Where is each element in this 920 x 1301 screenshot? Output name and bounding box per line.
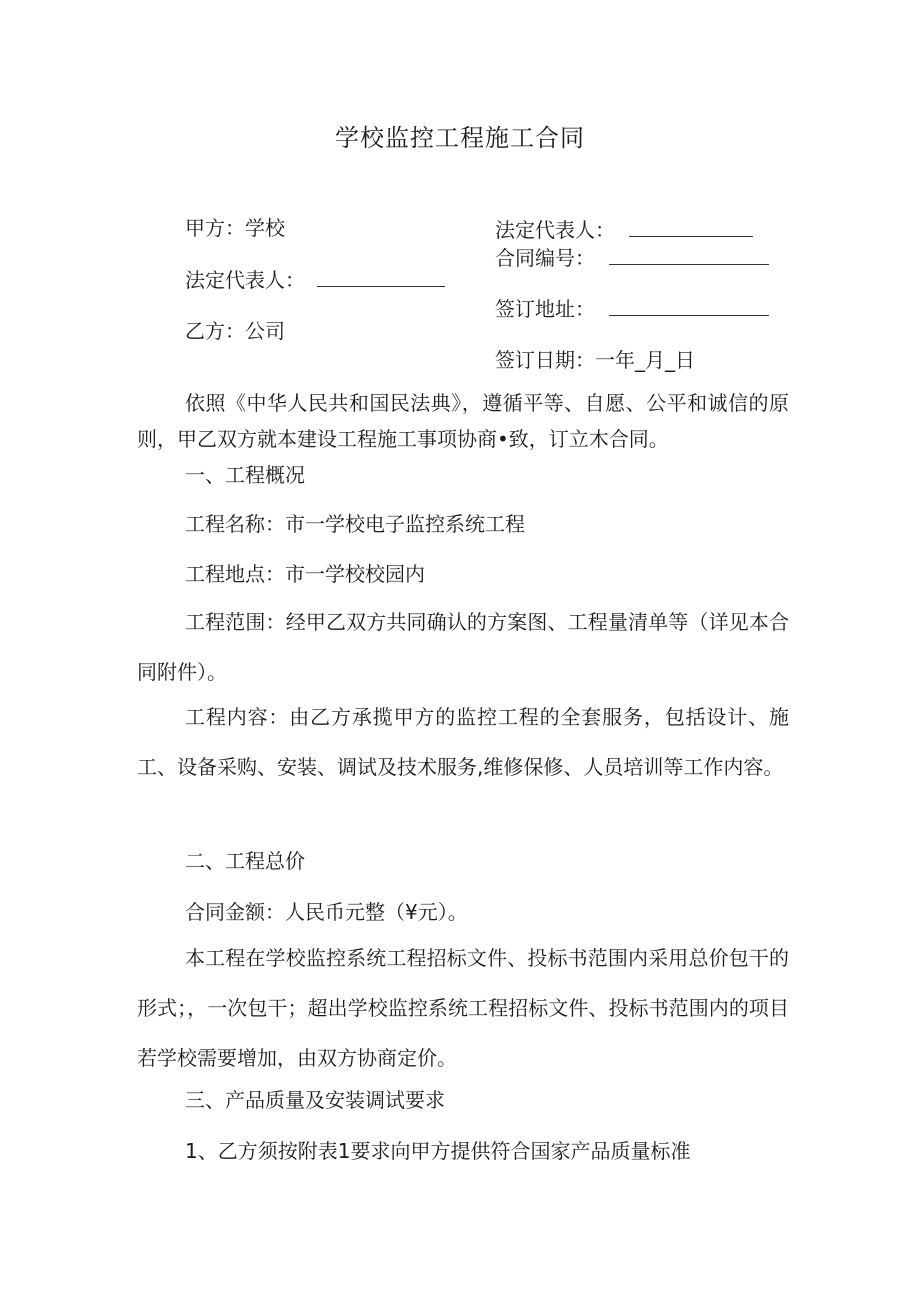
document-title: 学校监控工程施工合同 — [335, 124, 585, 152]
section-3-heading: 三、产品质量及安装调试要求 — [185, 1088, 445, 1112]
sign-date — [495, 346, 695, 374]
contract-no-blank — [609, 246, 769, 265]
party-a-rep-label: 法定代表人： — [185, 268, 305, 292]
intro-paragraph: 依照《中华人民共和国民法典》，遵循平等、自愿、公平和诚信的原则，甲乙双方就本建设工程施工事项协商•致，订立木合同。 — [137, 391, 789, 451]
sign-date-text: 签订日期：一年_月_日 — [495, 348, 695, 372]
party-a-representative — [185, 266, 445, 294]
right-rep-blank — [629, 218, 753, 237]
project-name: 工程名称：市一学校电子监控系统工程 — [185, 512, 525, 536]
sign-place — [495, 295, 769, 323]
project-content: 工程内容：由乙方承揽甲方的监控工程的全套服务，包括设计、施工、设备采购、安装、调试及技术服务,维修保修、人员培训等工作内容。 — [137, 705, 789, 779]
contract-no-label: 合同编号： — [495, 246, 595, 270]
right-representative — [495, 216, 753, 244]
sign-place-label: 签订地址： — [495, 297, 595, 321]
party-a-text: 甲方：学校 — [185, 216, 285, 240]
party-b-text: 乙方：公司 — [185, 319, 285, 343]
party-b — [185, 317, 285, 345]
section-1-heading: 一、工程概况 — [185, 463, 305, 487]
pricing-paragraph: 本工程在学校监控系统工程招标文件、投标书范围内采用总价包干的形式；，一次包干；超出学校监控系统工程招标文件、投标书范围内的项目若学校需要增加，由双方协商定价。 — [137, 946, 789, 1070]
project-location: 工程地点：市一学校校园内 — [185, 562, 425, 586]
project-scope: 工程范围：经甲乙双方共同确认的方案图、工程量清单等（详见本合同附件）。 — [137, 610, 789, 684]
party-a-rep-blank — [317, 268, 445, 287]
contract-number — [495, 244, 769, 272]
contract-amount: 合同金额：人民币元整（¥元）。 — [185, 900, 468, 924]
party-a — [185, 214, 285, 242]
right-rep-label: 法定代表人： — [495, 218, 615, 242]
section-2-heading: 二、工程总价 — [185, 849, 305, 873]
sign-place-blank — [609, 297, 769, 316]
section-3-item-1: 1、乙方须按附表1要求向甲方提供符合国家产品质量标准 — [185, 1139, 691, 1163]
